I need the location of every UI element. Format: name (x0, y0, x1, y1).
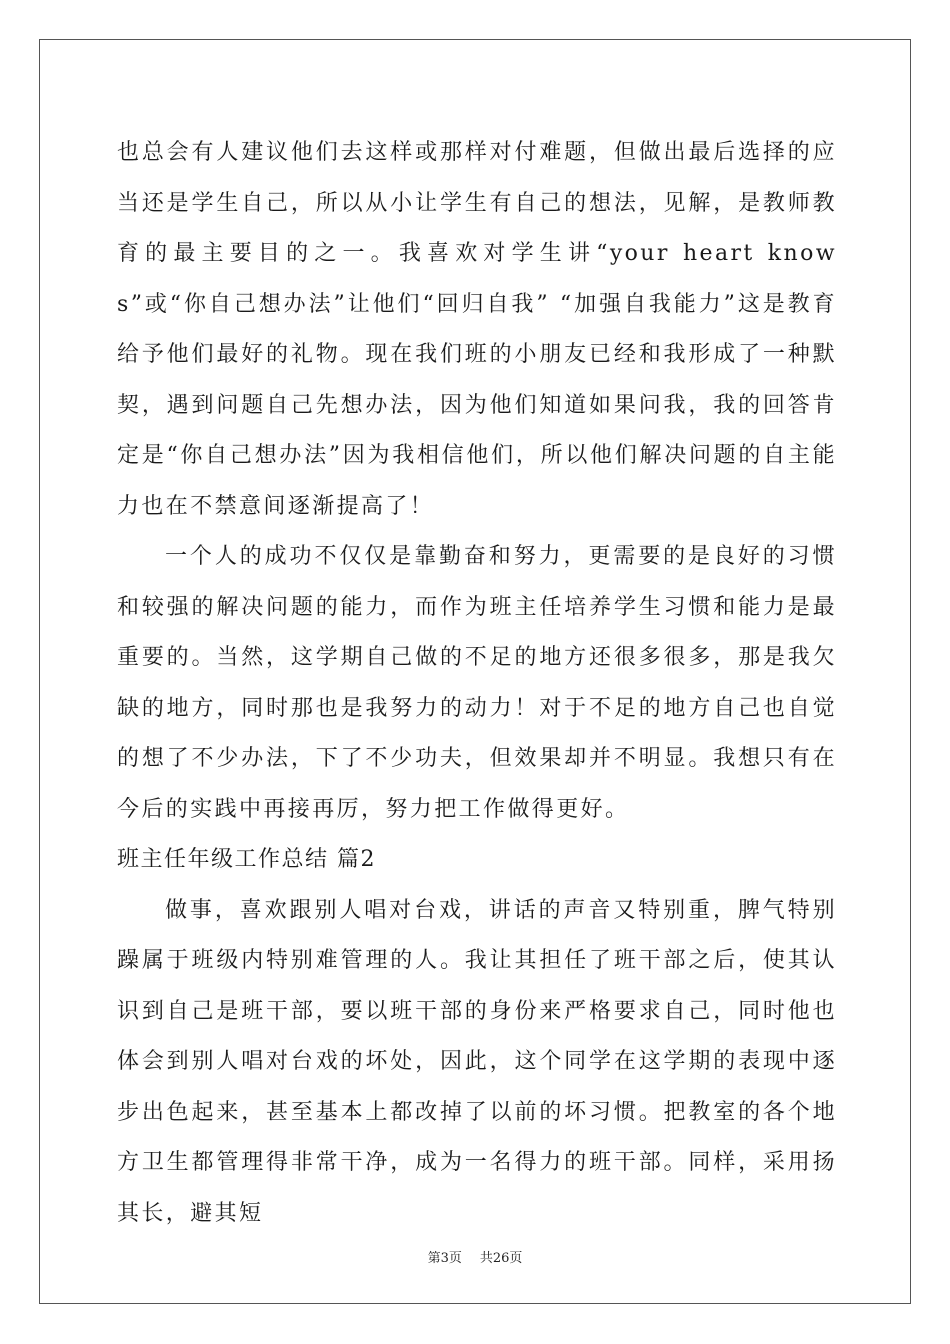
page-number: 第3页 (427, 1251, 462, 1266)
document-body (117, 128, 837, 1239)
section-heading: 班主任年级工作总结 篇2 (117, 847, 376, 872)
paragraph-3: 做事，喜欢跟别人唱对台戏，讲话的声音又特别重，脾气特别躁属于班级内特别难管理的人。我让其担任了班干部之后，使其认识到自己是班干部，要以班干部的身份来严格要求自己，同时他也体会到别人唱对台戏的坏处，因此，这个同学在这学期的表现中逐步出色起来，甚至基本上都改掉了以前的坏习惯。把教室的各个地方卫生都管理得非常干净，成为一名得力的班干部。同样，采用扬其长，避其短 (117, 897, 837, 1226)
paragraph-1: 也总会有人建议他们去这样或那样对付难题，但做出最后选择的应当还是学生自己，所以从小让学生有自己的想法，见解，是教师教育的最主要目的之一。我喜欢对学生讲“your heart knows”或“你自己想办法”让他们“回归自我” “加强自我能力”这是教育给予他们最好的礼物。现在我们班的小朋友已经和我形成了一种默契，遇到问题自己先想办法，因为他们知道如果问我，我的回答肯定是“你自己想办法”因为我相信他们，所以他们解决问题的自主能力也在不禁意间逐渐提高了！ (117, 140, 837, 519)
page-footer (0, 1247, 950, 1266)
paragraph-2: 一个人的成功不仅仅是靠勤奋和努力，更需要的是良好的习惯和较强的解决问题的能力，而作为班主任培养学生习惯和能力是最重要的。当然，这学期自己做的不足的地方还很多很多，那是我欠缺的地方，同时那也是我努力的动力！对于不足的地方自己也自觉的想了不少办法，下了不少功夫，但效果却并不明显。我想只有在今后的实践中再接再厉，努力把工作做得更好。 (117, 544, 837, 822)
page-total: 共26页 (479, 1251, 523, 1266)
